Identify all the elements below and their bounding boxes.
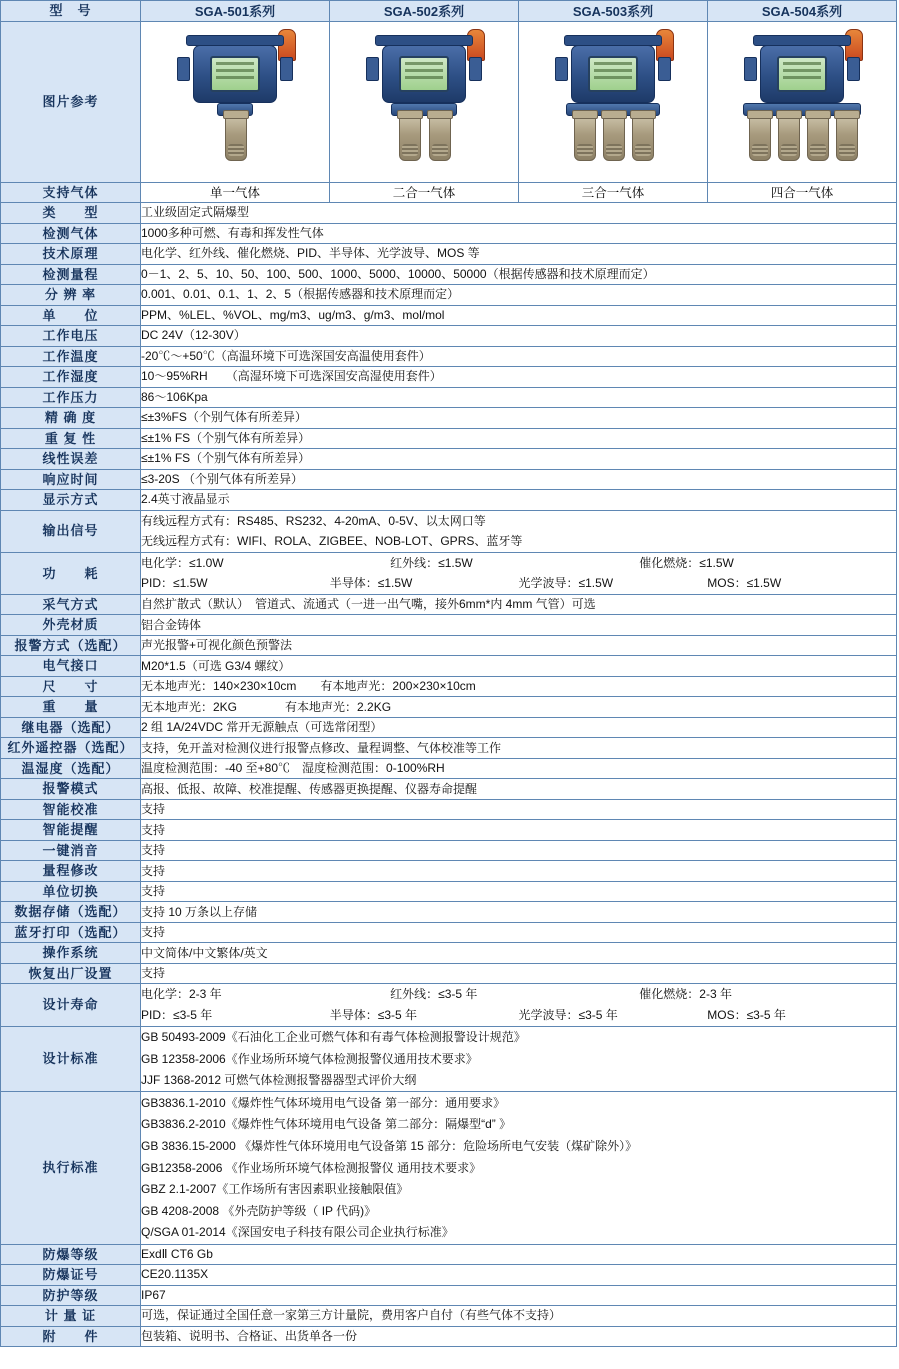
lifespan-item-6: MOS：≤3-5 年: [707, 1007, 786, 1022]
lifespan-item-3: PID：≤3-5 年: [141, 1007, 213, 1022]
sensor-probe: [632, 113, 654, 161]
device-illustration-1: [160, 27, 310, 177]
row-value-accuracy: ≤±3%FS（个别气体有所差异）: [141, 408, 897, 429]
table-row-unit: [1, 305, 897, 326]
power-item-6: MOS：≤1.5W: [707, 576, 782, 591]
row-label-smart-reminder: 智能提醒: [1, 820, 141, 841]
sensor-probe: [429, 113, 451, 161]
table-row-models: [1, 1, 897, 22]
sensor-probe: [603, 113, 625, 161]
row-label-relay: 继电器（选配）: [1, 717, 141, 738]
row-label-response-time: 响应时间: [1, 469, 141, 490]
exec-standard-line-4: GBZ 2.1-2007《工作场所有害因素职业接触限值》: [141, 1182, 409, 1197]
table-row-electrical-interface: [1, 656, 897, 677]
row-value-pressure: 86～106Kpa: [141, 387, 897, 408]
gas-support-value-2: 二合一气体: [330, 182, 519, 203]
row-label-temp-humidity-option: 温湿度（选配）: [1, 758, 141, 779]
sensor-probe: [225, 113, 247, 161]
exec-standard-line-1: GB3836.2-2010《爆炸性气体环境用电气设备 第二部分：隔爆型“d” 》: [141, 1117, 512, 1132]
power-item-2: 催化燃烧：≤1.5W: [639, 555, 734, 570]
device-body: [571, 45, 655, 103]
row-value-alarm-mode: 高报、低报、故障、校准提醒、传感器更换提醒、仪器寿命提醒: [141, 779, 897, 800]
device-screen: [399, 56, 449, 92]
device-illustration-2: [349, 27, 499, 177]
row-label-exec-standard: 执行标准: [1, 1092, 141, 1244]
row-value-power: [141, 552, 897, 594]
row-label-ex-grade: 防爆等级: [1, 1244, 141, 1265]
power-item-4: 半导体：≤1.5W: [329, 576, 413, 591]
table-row-relay: [1, 717, 897, 738]
row-value-temp-humidity-option: 温度检测范围：-40 至+80℃ 湿度检测范围：0-100%RH: [141, 758, 897, 779]
row-value-temperature: -20℃～+50℃（高温环境下可选深国安高温使用套件）: [141, 346, 897, 367]
table-row-housing: [1, 615, 897, 636]
table-row-range-modify: [1, 861, 897, 882]
row-value-electrical-interface: M20*1.5（可选 G3/4 螺纹）: [141, 656, 897, 677]
row-label-image-reference: 图片参考: [1, 21, 141, 182]
row-label-unit: 单 位: [1, 305, 141, 326]
design-standard-line-1: GB 12358-2006《作业场所环境气体检测报警仪通用技术要求》: [141, 1051, 478, 1066]
row-label-accessories: 附 件: [1, 1326, 141, 1347]
power-item-1: 红外线：≤1.5W: [390, 555, 473, 570]
device-illustration-3: [538, 27, 688, 177]
row-label-ex-cert: 防爆证号: [1, 1265, 141, 1286]
device-ear-left: [744, 57, 757, 81]
table-row-exec-standard: [1, 1092, 897, 1244]
row-label-housing: 外壳材质: [1, 615, 141, 636]
row-value-metrology-cert: 可选，保证通过全国任意一家第三方计量院，费用客户自付（有些气体不支持）: [141, 1306, 897, 1327]
table-row-ex-grade: [1, 1244, 897, 1265]
model-header-4: SGA-504系列: [708, 1, 897, 22]
exec-standard-line-5: GB 4208-2008 《外壳防护等级（ IP 代码)》: [141, 1203, 377, 1218]
row-label-factory-reset: 恢复出厂设置: [1, 963, 141, 984]
row-label-os: 操作系统: [1, 943, 141, 964]
row-value-os: 中文简体/中文繁体/英文: [141, 943, 897, 964]
row-label-detect-gas: 检测气体: [1, 223, 141, 244]
table-row-factory-reset: [1, 963, 897, 984]
row-value-type: 工业级固定式隔爆型: [141, 203, 897, 224]
row-label-accuracy: 精 确 度: [1, 408, 141, 429]
exec-standard-line-3: GB12358-2006 《作业场所环境气体检测报警仪 通用技术要求》: [141, 1160, 482, 1175]
product-image-2: [330, 21, 519, 182]
row-value-repeatability: ≤±1% FS（个别气体有所差异）: [141, 428, 897, 449]
lifespan-item-0: 电化学：2-3 年: [141, 987, 222, 1002]
row-value-size: 无本地声光：140×230×10cm 有本地声光：200×230×10cm: [141, 676, 897, 697]
row-value-detect-gas: 1000多种可燃、有毒和挥发性气体: [141, 223, 897, 244]
table-row-one-key-mute: [1, 840, 897, 861]
row-label-smart-calibration: 智能校准: [1, 799, 141, 820]
table-row-images: [1, 21, 897, 182]
design-standard-line-2: JJF 1368-2012 可燃气体检测报警器器型式评价大纲: [141, 1073, 417, 1088]
row-value-factory-reset: 支持: [141, 963, 897, 984]
row-value-unit: PPM、%LEL、%VOL、mg/m3、ug/m3、g/m3、mol/mol: [141, 305, 897, 326]
product-image-1: [141, 21, 330, 182]
row-label-output-signal: 输出信号: [1, 510, 141, 552]
output-signal-wired: 有线远程方式有：RS485、RS232、4-20mA、0-5V、以太网口等: [141, 513, 486, 528]
device-screen: [588, 56, 638, 92]
row-label-design-standard: 设计标准: [1, 1026, 141, 1092]
table-row-data-storage: [1, 902, 897, 923]
row-value-lifespan: [141, 984, 897, 1026]
row-label-humidity: 工作湿度: [1, 367, 141, 388]
row-label-bluetooth-print: 蓝牙打印（选配）: [1, 922, 141, 943]
table-row-ex-cert: [1, 1265, 897, 1286]
row-label-one-key-mute: 一键消音: [1, 840, 141, 861]
power-item-0: 电化学：≤1.0W: [141, 555, 224, 570]
row-label-model: 型 号: [1, 1, 141, 22]
row-value-principle: 电化学、红外线、催化燃烧、PID、半导体、光学波导、MOS 等: [141, 244, 897, 265]
row-label-unit-switch: 单位切换: [1, 881, 141, 902]
table-row-size: [1, 676, 897, 697]
power-item-5: 光学波导：≤1.5W: [518, 576, 614, 591]
row-value-response-time: ≤3-20S （个别气体有所差异）: [141, 469, 897, 490]
row-value-output-signal: [141, 510, 897, 552]
row-label-principle: 技术原理: [1, 244, 141, 265]
row-value-exec-standard: [141, 1092, 897, 1244]
row-value-unit-switch: 支持: [141, 881, 897, 902]
sensor-probe: [574, 113, 596, 161]
row-label-type: 类 型: [1, 203, 141, 224]
table-row-ip-grade: [1, 1285, 897, 1306]
row-label-pressure: 工作压力: [1, 387, 141, 408]
table-row-bluetooth-print: [1, 922, 897, 943]
table-row-power: [1, 552, 897, 594]
table-row-linearity: [1, 449, 897, 470]
row-label-temperature: 工作温度: [1, 346, 141, 367]
model-header-3: SGA-503系列: [519, 1, 708, 22]
table-row-design-standard: [1, 1026, 897, 1092]
row-label-size: 尺 寸: [1, 676, 141, 697]
exec-standard-line-0: GB3836.1-2010《爆炸性气体环境用电气设备 第一部分：通用要求》: [141, 1095, 506, 1110]
row-label-lifespan: 设计寿命: [1, 984, 141, 1026]
row-value-ex-grade: ExdⅡ CT6 Gb: [141, 1244, 897, 1265]
row-label-display: 显示方式: [1, 490, 141, 511]
table-row-alarm-mode: [1, 779, 897, 800]
table-row-temperature: [1, 346, 897, 367]
device-screen: [777, 56, 827, 92]
row-label-resolution: 分 辨 率: [1, 285, 141, 306]
table-row-voltage: [1, 326, 897, 347]
row-value-bluetooth-print: 支持: [141, 922, 897, 943]
gas-support-value-1: 单一气体: [141, 182, 330, 203]
row-label-range: 检测量程: [1, 264, 141, 285]
lifespan-item-4: 半导体：≤3-5 年: [329, 1007, 418, 1022]
sensor-probe: [836, 113, 858, 161]
row-value-one-key-mute: 支持: [141, 840, 897, 861]
exec-standard-line-2: GB 3836.15-2000 《爆炸性气体环境用电气设备第 15 部分：危险场所电气安装（煤矿除外）》: [141, 1139, 638, 1154]
row-value-design-standard: [141, 1026, 897, 1092]
device-body: [382, 45, 466, 103]
row-label-data-storage: 数据存储（选配）: [1, 902, 141, 923]
device-screen: [210, 56, 260, 92]
device-body: [760, 45, 844, 103]
device-ear-right: [280, 57, 293, 81]
row-value-sampling: 自然扩散式（默认） 管道式、流通式（一进一出气嘴，接外6mm*内 4mm 气管）可选: [141, 594, 897, 615]
design-standard-line-0: GB 50493-2009《石油化工企业可燃气体和有毒气体检测报警设计规范》: [141, 1030, 526, 1045]
row-label-alarm-method: 报警方式（选配）: [1, 635, 141, 656]
gas-support-value-4: 四合一气体: [708, 182, 897, 203]
exec-standard-line-6: Q/SGA 01-2014《深国安电子科技有限公司企业执行标准》: [141, 1225, 454, 1240]
table-row-alarm-method: [1, 635, 897, 656]
row-value-ip-grade: IP67: [141, 1285, 897, 1306]
sensor-probe: [399, 113, 421, 161]
table-row-response-time: [1, 469, 897, 490]
model-header-1: SGA-501系列: [141, 1, 330, 22]
row-value-weight: 无本地声光：2KG 有本地声光：2.2KG: [141, 697, 897, 718]
row-label-gas-support: 支持气体: [1, 182, 141, 203]
row-value-accessories: 包装箱、说明书、合格证、出货单各一份: [141, 1326, 897, 1347]
device-ear-left: [555, 57, 568, 81]
lifespan-item-1: 红外线：≤3-5 年: [390, 987, 478, 1002]
row-label-repeatability: 重 复 性: [1, 428, 141, 449]
device-ear-right: [847, 57, 860, 81]
row-value-ex-cert: CE20.1135X: [141, 1265, 897, 1286]
table-row-output-signal: [1, 510, 897, 552]
table-row-weight: [1, 697, 897, 718]
table-row-humidity: [1, 367, 897, 388]
table-row-gas-support: [1, 182, 897, 203]
row-label-alarm-mode: 报警模式: [1, 779, 141, 800]
row-label-voltage: 工作电压: [1, 326, 141, 347]
row-label-metrology-cert: 计 量 证: [1, 1306, 141, 1327]
row-label-electrical-interface: 电气接口: [1, 656, 141, 677]
row-label-remote-control: 红外遥控器（选配）: [1, 738, 141, 759]
row-label-range-modify: 量程修改: [1, 861, 141, 882]
row-value-alarm-method: 声光报警+可视化颜色预警法: [141, 635, 897, 656]
table-row-resolution: [1, 285, 897, 306]
row-label-power: 功 耗: [1, 552, 141, 594]
row-value-range-modify: 支持: [141, 861, 897, 882]
row-value-voltage: DC 24V（12-30V）: [141, 326, 897, 347]
row-value-humidity: 10～95%RH （高湿环境下可选深国安高湿使用套件）: [141, 367, 897, 388]
table-row-display: [1, 490, 897, 511]
power-item-3: PID：≤1.5W: [141, 576, 208, 591]
table-row-pressure: [1, 387, 897, 408]
row-label-weight: 重 量: [1, 697, 141, 718]
table-row-remote-control: [1, 738, 897, 759]
table-row-lifespan: [1, 984, 897, 1026]
table-row-range: [1, 264, 897, 285]
product-image-4: [708, 21, 897, 182]
device-ear-right: [658, 57, 671, 81]
model-header-2: SGA-502系列: [330, 1, 519, 22]
row-value-range: 0－1、2、5、10、50、100、500、1000、5000、10000、50000（根据传感器和技术原理而定）: [141, 264, 897, 285]
table-row-accuracy: [1, 408, 897, 429]
device-body: [193, 45, 277, 103]
device-ear-right: [469, 57, 482, 81]
row-value-linearity: ≤±1% FS（个别气体有所差异）: [141, 449, 897, 470]
table-row-accessories: [1, 1326, 897, 1347]
table-row-smart-reminder: [1, 820, 897, 841]
row-value-data-storage: 支持 10 万条以上存储: [141, 902, 897, 923]
row-value-smart-calibration: 支持: [141, 799, 897, 820]
table-row-detect-gas: [1, 223, 897, 244]
table-row-os: [1, 943, 897, 964]
row-value-housing: 铝合金铸体: [141, 615, 897, 636]
row-value-resolution: 0.001、0.01、0.1、1、2、5（根据传感器和技术原理而定）: [141, 285, 897, 306]
product-image-3: [519, 21, 708, 182]
row-value-smart-reminder: 支持: [141, 820, 897, 841]
table-row-unit-switch: [1, 881, 897, 902]
lifespan-item-2: 催化燃烧：2-3 年: [639, 987, 732, 1002]
table-row-principle: [1, 244, 897, 265]
output-signal-wireless: 无线远程方式有：WIFI、ROLA、ZIGBEE、NOB-LOT、GPRS、蓝牙等: [141, 534, 523, 549]
device-illustration-4: [727, 27, 877, 177]
table-row-sampling: [1, 594, 897, 615]
table-row-repeatability: [1, 428, 897, 449]
row-value-display: 2.4英寸液晶显示: [141, 490, 897, 511]
table-row-smart-calibration: [1, 799, 897, 820]
table-row-metrology-cert: [1, 1306, 897, 1327]
device-ear-left: [366, 57, 379, 81]
row-label-linearity: 线性误差: [1, 449, 141, 470]
gas-support-value-3: 三合一气体: [519, 182, 708, 203]
row-value-remote-control: 支持，免开盖对检测仪进行报警点修改、量程调整、气体校准等工作: [141, 738, 897, 759]
row-value-relay: 2 组 1A/24VDC 常开无源触点（可选常闭型）: [141, 717, 897, 738]
table-row-type: [1, 203, 897, 224]
sensor-probe: [778, 113, 800, 161]
sensor-probe: [749, 113, 771, 161]
lifespan-item-5: 光学波导：≤3-5 年: [518, 1007, 618, 1022]
table-row-temp-humidity-option: [1, 758, 897, 779]
row-label-sampling: 采气方式: [1, 594, 141, 615]
row-label-ip-grade: 防护等级: [1, 1285, 141, 1306]
device-ear-left: [177, 57, 190, 81]
sensor-probe: [807, 113, 829, 161]
